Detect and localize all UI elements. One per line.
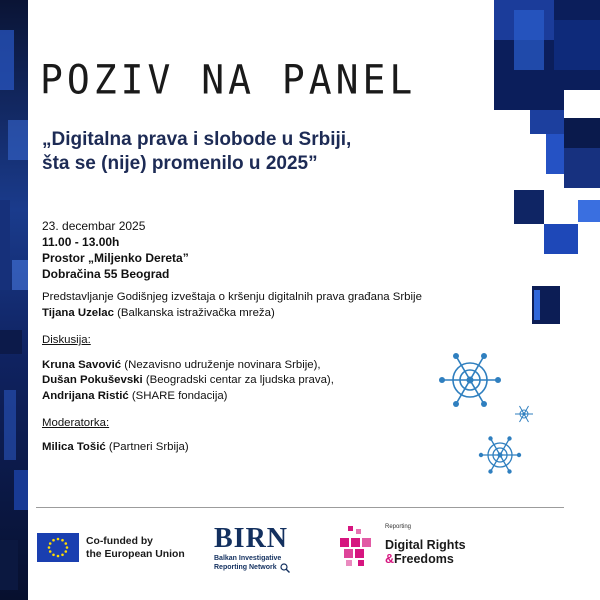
panelist-org: (Nezavisno udruženje novinara Srbije), [121, 358, 321, 371]
discussion-title: Diskusija: [42, 334, 91, 346]
eu-cofunded-label [86, 535, 185, 561]
eu-flag-icon [37, 533, 79, 562]
moderation-title: Moderatorka: [42, 417, 110, 429]
presentation-block [42, 290, 422, 321]
panelist-name: Andrijana Ristić [42, 389, 129, 402]
panelist-name: Dušan Pokuševski [42, 374, 143, 387]
panelist-row [42, 358, 334, 374]
ddrf-line-1: Digital Rights [385, 538, 466, 552]
birn-sub-line-2: Reporting Network [214, 564, 277, 571]
subtitle-line-1: „Digitalna prava i slobode u Srbiji, [42, 129, 352, 150]
ddrf-ampersand: & [385, 552, 395, 566]
panelist-row [42, 373, 334, 389]
eu-line-1: Co-funded by [86, 536, 153, 547]
ddrf-line-2: Freedoms [394, 552, 454, 566]
event-subtitle [42, 128, 442, 176]
panelist-name: Kruna Savović [42, 358, 122, 371]
discussion-block [42, 333, 334, 404]
snowflake-large-icon [438, 348, 502, 412]
moderator-name: Milica Tošić [42, 440, 106, 453]
subtitle-line-2: šta se (nije) promenilo u 2025” [42, 153, 318, 174]
eu-line-2: the European Union [86, 549, 185, 560]
presenter-org: (Balkanska istraživačka mreža) [113, 306, 275, 319]
event-venue: Prostor „Miljenko Dereta” [42, 251, 189, 265]
ddrf-title [385, 538, 466, 566]
birn-wordmark: BIRN [214, 523, 289, 554]
pixel-mark-icon [338, 526, 378, 568]
moderation-block [42, 416, 189, 455]
footer-divider [36, 507, 564, 508]
birn-sub-line-1: Balkan Investigative [214, 555, 282, 562]
event-info [42, 218, 189, 282]
event-date: 23. decembar 2025 [42, 219, 146, 233]
digital-rights-logo [338, 524, 468, 570]
panelist-row [42, 389, 334, 405]
snowflake-medium-icon [478, 433, 522, 477]
ddrf-reporting-label: Reporting [385, 524, 412, 530]
presenter-name: Tijana Uzelac [42, 306, 114, 319]
snowflake-small-icon [513, 403, 535, 425]
moderator-org: (Partneri Srbija) [105, 440, 189, 453]
panelist-org: (Beogradski centar za ljudska prava), [142, 374, 334, 387]
event-time: 11.00 - 13.00h [42, 235, 120, 249]
birn-logo [214, 525, 290, 573]
event-address: Dobračina 55 Beograd [42, 267, 170, 281]
panelist-org: (SHARE fondacija) [128, 389, 228, 402]
birn-subtitle [214, 555, 290, 573]
left-decorative-strip [0, 0, 28, 600]
right-decorative-pixel-art [494, 0, 600, 600]
presentation-text: Predstavljanje Godišnjeg izveštaja o kršenju digitalnih prava građana Srbije [42, 291, 422, 303]
panel-heading: POZIV NA PANEL [40, 56, 417, 104]
magnifier-icon [280, 563, 290, 573]
